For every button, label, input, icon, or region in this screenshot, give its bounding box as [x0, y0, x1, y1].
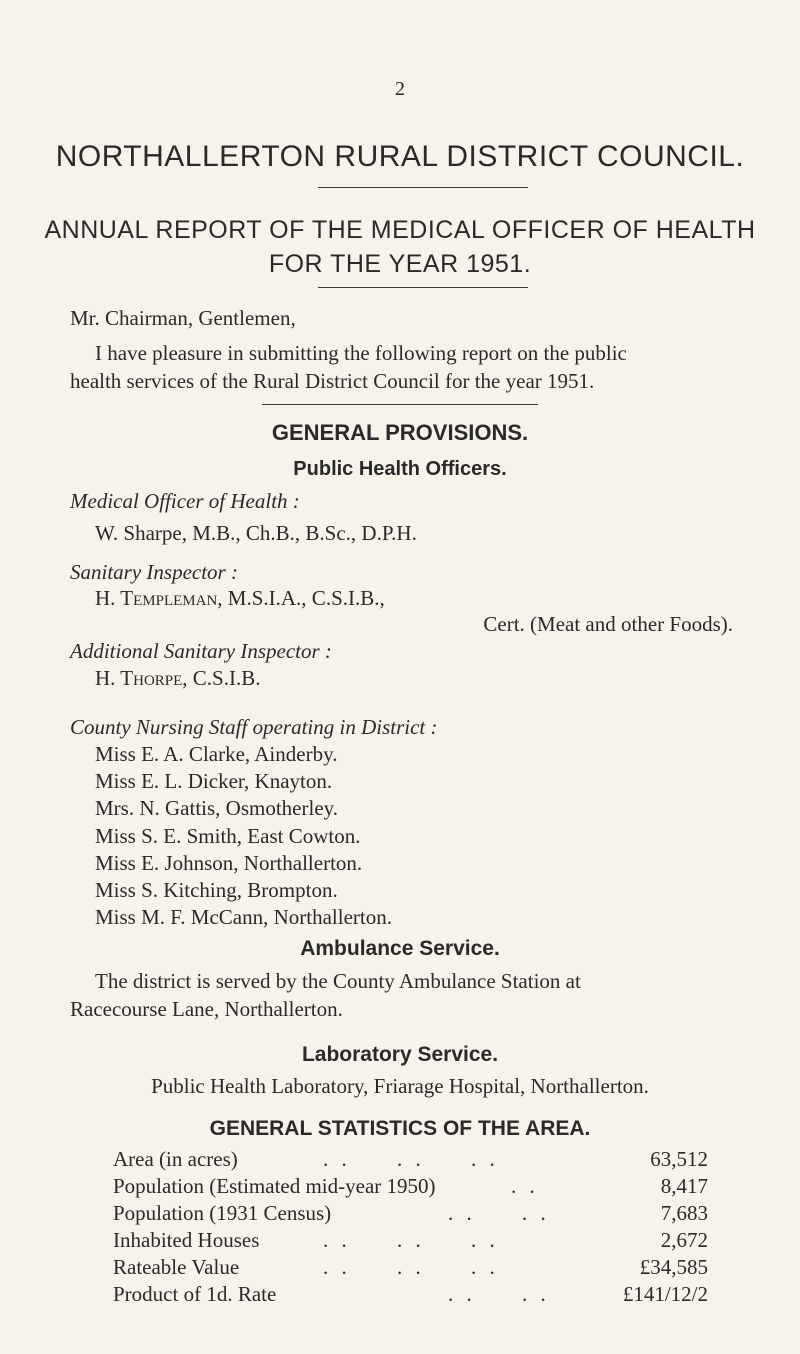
additional-inspector-surname: H. Thorpe, [95, 666, 188, 690]
intro-line-2: health services of the Rural District Council for the year 1951. [70, 369, 595, 393]
laboratory-text: Public Health Laboratory, Friarage Hospital, Northallerton. [151, 1074, 649, 1098]
divider [318, 187, 528, 188]
report-title-line1: ANNUAL REPORT OF THE MEDICAL OFFICER OF HEALTH [44, 216, 756, 244]
nursing-staff-label: County Nursing Staff operating in District : [70, 715, 438, 739]
stat-label: Inhabited Houses [113, 1228, 260, 1252]
general-provisions-heading: GENERAL PROVISIONS. [271, 420, 529, 445]
ambulance-heading: Ambulance Service. [300, 937, 500, 960]
divider [262, 404, 538, 405]
additional-inspector-name [95, 664, 260, 692]
list-item: Miss E. Johnson, Northallerton. [95, 850, 363, 875]
table-row [113, 1228, 708, 1256]
report-title-line2: FOR THE YEAR 1951. [268, 250, 532, 278]
stat-value: 8,417 [660, 1174, 708, 1198]
nurse-list [95, 741, 392, 931]
list-item: Miss S. Kitching, Brompton. [95, 878, 338, 903]
list-item: Miss S. E. Smith, East Cowton. [95, 823, 361, 848]
table-row [113, 1255, 708, 1283]
stat-leader: . . . . . . [323, 1228, 499, 1252]
salutation: Mr. Chairman, Gentlemen, [70, 306, 296, 330]
sanitary-inspector-label: Sanitary Inspector : [70, 560, 238, 584]
stat-leader: . . . . . . [323, 1255, 499, 1279]
list-item: Mrs. N. Gattis, Osmotherley. [95, 796, 339, 821]
mooh-label: Medical Officer of Health : [70, 489, 300, 513]
stat-label: Area (in acres) [113, 1147, 238, 1171]
stat-label: Population (Estimated mid-year 1950) [113, 1174, 436, 1198]
stat-value: £141/12/2 [622, 1282, 708, 1306]
list-item: Miss E. L. Dicker, Knayton. [95, 769, 333, 794]
mooh-name: W. Sharpe, M.B., Ch.B., B.Sc., D.P.H. [95, 521, 417, 545]
divider [318, 287, 528, 288]
laboratory-heading: Laboratory Service. [301, 1043, 499, 1066]
ambulance-line-1: The district is served by the County Ambulance Station at [95, 969, 581, 993]
stat-label: Rateable Value [113, 1255, 240, 1279]
stat-value: 7,683 [660, 1201, 708, 1225]
additional-inspector-quals: C.S.I.B. [187, 666, 261, 690]
sanitary-inspector-surname: H. Templeman, [95, 586, 223, 610]
list-item: Miss M. F. McCann, Northallerton. [95, 905, 392, 930]
intro-line-1: I have pleasure in submitting the following report on the public [95, 341, 627, 365]
additional-inspector-label: Additional Sanitary Inspector : [70, 639, 332, 663]
list-item: Miss E. A. Clarke, Ainderby. [95, 742, 338, 766]
stat-value: £34,585 [639, 1255, 708, 1279]
stat-value: 2,672 [660, 1228, 708, 1252]
stat-leader: . . . . . . [323, 1147, 499, 1171]
council-title: NORTHALLERTON RURAL DISTRICT COUNCIL. [55, 140, 745, 173]
statistics-heading: GENERAL STATISTICS OF THE AREA. [209, 1117, 591, 1140]
page-number: 2 [395, 78, 405, 100]
table-row [113, 1201, 708, 1229]
stat-value: 63,512 [650, 1147, 708, 1171]
stat-leader: . . . . [448, 1282, 550, 1306]
table-row [113, 1282, 708, 1310]
stat-label: Product of 1d. Rate [113, 1282, 277, 1306]
public-health-officers-heading: Public Health Officers. [293, 458, 507, 480]
stat-leader: . . [511, 1174, 539, 1198]
stat-leader: . . . . [448, 1201, 550, 1225]
table-row [113, 1147, 708, 1175]
ambulance-line-2: Racecourse Lane, Northallerton. [70, 997, 343, 1021]
stat-label: Population (1931 Census) [113, 1201, 332, 1225]
sanitary-inspector-cert: Cert. (Meat and other Foods). [483, 612, 733, 636]
table-row [113, 1174, 708, 1202]
sanitary-inspector-quals: M.S.I.A., C.S.I.B., [222, 586, 385, 610]
sanitary-inspector-name [95, 584, 385, 612]
